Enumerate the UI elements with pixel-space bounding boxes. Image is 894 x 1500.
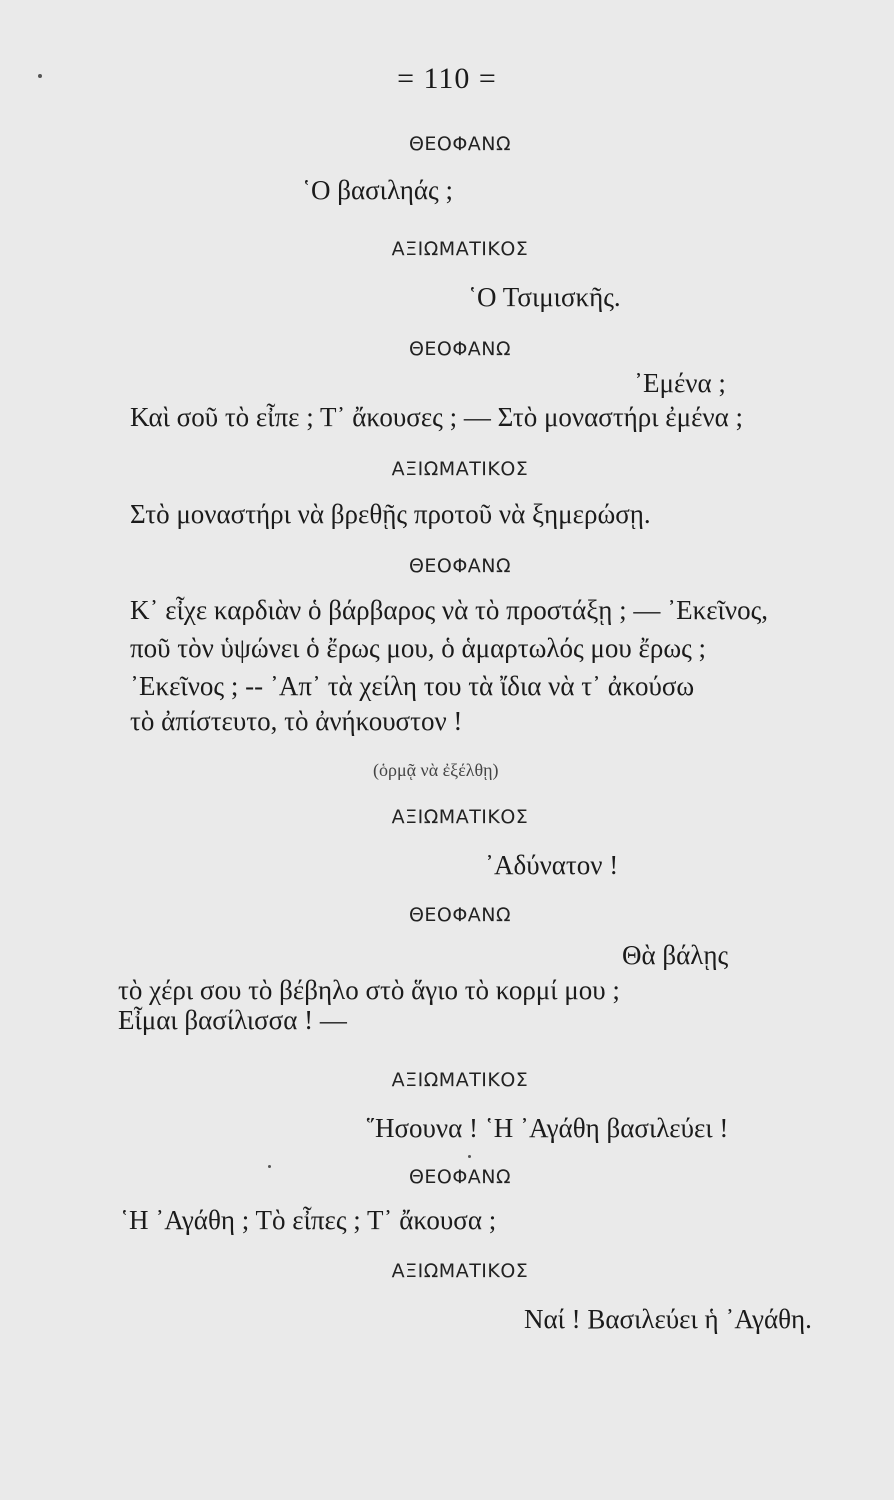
dialogue-line: ᾽Εμένα ;: [634, 368, 726, 398]
speaker-officer: ΑΞΙΩΜΑΤΙΚΟΣ: [391, 1260, 529, 1282]
dialogue-line: Κ᾽ εἶχε καρδιὰν ὁ βάρβαρος νὰ τὸ προστάξῃ ; — ᾽Εκεῖνος,: [130, 595, 769, 625]
speaker-theophano: ΘΕΟΦΑΝΩ: [408, 904, 512, 926]
dialogue-line: Στὸ μοναστήρι νὰ βρεθῇς προτοῦ νὰ ξημερώσῃ.: [130, 499, 651, 529]
speaker-theophano: ΘΕΟΦΑΝΩ: [408, 555, 512, 577]
dialogue-line: Ναί ! Βασιλεύει ἡ ᾽Αγάθη.: [524, 1304, 812, 1334]
dialogue-line: Καὶ σοῦ τὸ εἶπε ; Τ᾽ ἄκουσες ; — Στὸ μοναστήρι ἐμένα ;: [130, 402, 744, 432]
dialogue-line: ῾Η ᾽Αγάθη ; Τὸ εἶπες ; Τ᾽ ἄκουσα ;: [120, 1205, 497, 1235]
page-number: = 110 =: [397, 62, 497, 95]
dialogue-line: τὸ χέρι σου τὸ βέβηλο στὸ ἅγιο τὸ κορμί μου ;: [118, 975, 620, 1005]
speaker-officer: ΑΞΙΩΜΑΤΙΚΟΣ: [391, 1069, 529, 1091]
dialogue-line: ᾽Εκεῖνος ; -- ᾽Απ᾽ τὰ χείλη του τὰ ἴδια νὰ τ᾽ ἀκούσω: [130, 671, 695, 701]
dialogue-line: Εἶμαι βασίλισσα ! —: [118, 1005, 347, 1035]
dialogue-line: ποῦ τὸν ὑψώνει ὁ ἔρως μου, ὁ ἁμαρτωλός μου ἔρως ;: [130, 633, 707, 663]
speaker-officer: ΑΞΙΩΜΑΤΙΚΟΣ: [391, 458, 529, 480]
dialogue-line: ῞Ησουνα ! ῾Η ᾽Αγάθη βασιλεύει !: [366, 1113, 729, 1143]
speaker-theophano: ΘΕΟΦΑΝΩ: [408, 338, 512, 360]
dialogue-line: ῾Ο βασιληάς ;: [302, 175, 454, 205]
speaker-officer: ΑΞΙΩΜΑΤΙΚΟΣ: [391, 238, 529, 260]
ink-speck: [468, 1155, 471, 1158]
speaker-theophano: ΘΕΟΦΑΝΩ: [408, 1166, 512, 1188]
dialogue-line: ῾Ο Τσιμισκῆς.: [468, 282, 621, 312]
speaker-officer: ΑΞΙΩΜΑΤΙΚΟΣ: [391, 806, 529, 828]
dialogue-line: Θὰ βάλῃς: [622, 940, 729, 970]
dialogue-line: τὸ ἀπίστευτο, τὸ ἀνήκουστον !: [130, 706, 463, 736]
stage-direction: (ὁρμᾷ νὰ ἐξέλθῃ): [373, 760, 499, 780]
dialogue-line: ᾽Αδύνατον !: [485, 850, 619, 880]
speaker-theophano: ΘΕΟΦΑΝΩ: [408, 133, 512, 155]
